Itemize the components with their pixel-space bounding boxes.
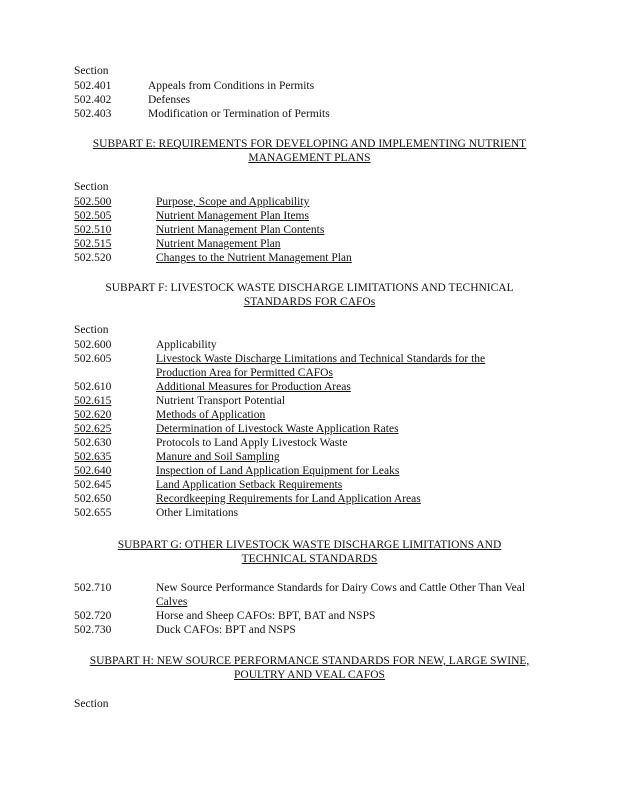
- toc-row: [74, 464, 559, 479]
- toc-row: [74, 251, 559, 266]
- toc-row: [74, 352, 559, 367]
- subpart-f-heading: [74, 281, 545, 296]
- toc-row: [74, 422, 559, 437]
- section-title: Purpose, Scope and Applicability: [156, 196, 310, 208]
- section-title: Methods of Application: [156, 409, 266, 421]
- toc-row: [74, 506, 559, 521]
- section-title-line2: Production Area for Permitted CAFOs: [156, 367, 333, 379]
- section-title: Recordkeeping Requirements for Land Application Areas: [156, 493, 421, 505]
- section-title: Additional Measures for Production Areas: [156, 381, 351, 393]
- section-number: 502.600: [74, 339, 112, 351]
- section-title: Other Limitations: [156, 507, 239, 519]
- toc-row: [74, 581, 559, 596]
- section-number: 502.615: [74, 395, 112, 407]
- section-number-spacer: [74, 366, 156, 381]
- section-title: Changes to the Nutrient Management Plan: [156, 252, 352, 264]
- toc-row: [74, 450, 559, 465]
- section-title: Protocols to Land Apply Livestock Waste: [156, 437, 348, 449]
- toc-row-continued: [74, 366, 559, 381]
- subpart-f-heading-line1: SUBPART F: LIVESTOCK WASTE DISCHARGE LIMITATIONS AND TECHNICAL: [105, 282, 514, 294]
- section-title: Defenses: [148, 94, 191, 106]
- section-number: 502.730: [74, 624, 112, 636]
- subpart-h-heading-line2: POULTRY AND VEAL CAFOS: [234, 669, 385, 681]
- section-label: Section: [74, 65, 109, 77]
- toc-row: [74, 195, 559, 210]
- section-label: Section: [74, 181, 109, 193]
- toc-row-continued: [74, 595, 559, 610]
- section-number: 502.401: [74, 80, 112, 92]
- section-title: Livestock Waste Discharge Limitations and Technical Standards for the: [156, 353, 486, 365]
- section-number: 502.403: [74, 108, 112, 120]
- section-title-line2: Calves: [156, 596, 188, 608]
- section-number: 502.655: [74, 507, 112, 519]
- toc-row: [74, 338, 559, 353]
- section-number: 502.605: [74, 353, 112, 365]
- toc-row: [74, 107, 559, 122]
- section-title: Determination of Livestock Waste Application Rates: [156, 423, 399, 435]
- toc-row: [74, 209, 559, 224]
- toc-row: [74, 380, 559, 395]
- section-number: 502.402: [74, 94, 112, 106]
- section-number: 502.630: [74, 437, 112, 449]
- section-title: New Source Performance Standards for Dairy Cows and Cattle Other Than Veal: [156, 582, 526, 594]
- toc-row: [74, 623, 559, 638]
- section-label: Section: [74, 698, 109, 710]
- section-title: Inspection of Land Application Equipment for Leaks: [156, 465, 400, 477]
- toc-row: [74, 237, 559, 252]
- subpart-g-heading: SUBPART G: OTHER LIVESTOCK WASTE DISCHARGE LIMITATIONS AND: [117, 539, 502, 551]
- section-number: 502.520: [74, 252, 112, 264]
- section-number: 502.515: [74, 238, 112, 250]
- section-title: Modification or Termination of Permits: [148, 108, 330, 120]
- section-number: 502.510: [74, 224, 112, 236]
- subpart-e-heading: SUBPART E: REQUIREMENTS FOR DEVELOPING AND IMPLEMENTING NUTRIENT: [92, 138, 527, 150]
- section-number: 502.620: [74, 409, 112, 421]
- subpart-g-heading-line2: TECHNICAL STANDARDS: [241, 553, 378, 565]
- section-title: Nutrient Management Plan: [156, 238, 281, 250]
- section-title: Land Application Setback Requirements: [156, 479, 343, 491]
- section-number: 502.505: [74, 210, 112, 222]
- subpart-h-heading: SUBPART H: NEW SOURCE PERFORMANCE STANDARDS FOR NEW, LARGE SWINE,: [89, 655, 530, 667]
- section-title: Nutrient Management Plan Items: [156, 210, 309, 222]
- section-title: Applicability: [156, 339, 217, 351]
- section-number: 502.645: [74, 479, 112, 491]
- subpart-e-heading-line2: MANAGEMENT PLANS: [248, 152, 371, 164]
- section-number: 502.720: [74, 610, 112, 622]
- toc-row: [74, 79, 559, 94]
- section-number: 502.650: [74, 493, 112, 505]
- section-number: 502.610: [74, 381, 112, 393]
- toc-row: [74, 478, 559, 493]
- section-number: 502.625: [74, 423, 112, 435]
- toc-row: [74, 93, 559, 108]
- toc-row: [74, 394, 559, 409]
- toc-row: [74, 436, 559, 451]
- section-number-spacer: [74, 595, 156, 610]
- section-number: 502.710: [74, 582, 112, 594]
- section-title: Horse and Sheep CAFOs: BPT, BAT and NSPS: [156, 610, 376, 622]
- section-number: 502.500: [74, 196, 112, 208]
- section-number: 502.635: [74, 451, 112, 463]
- section-title: Appeals from Conditions in Permits: [148, 80, 315, 92]
- toc-row: [74, 492, 559, 507]
- section-label: Section: [74, 324, 109, 336]
- section-title: Duck CAFOs: BPT and NSPS: [156, 624, 296, 636]
- section-title: Manure and Soil Sampling: [156, 451, 280, 463]
- toc-row: [74, 609, 559, 624]
- subpart-f-heading-line2: STANDARDS FOR CAFOs: [243, 296, 376, 308]
- section-number: 502.640: [74, 465, 112, 477]
- section-title: Nutrient Management Plan Contents: [156, 224, 325, 236]
- toc-row: [74, 223, 559, 238]
- toc-row: [74, 408, 559, 423]
- section-title: Nutrient Transport Potential: [156, 395, 286, 407]
